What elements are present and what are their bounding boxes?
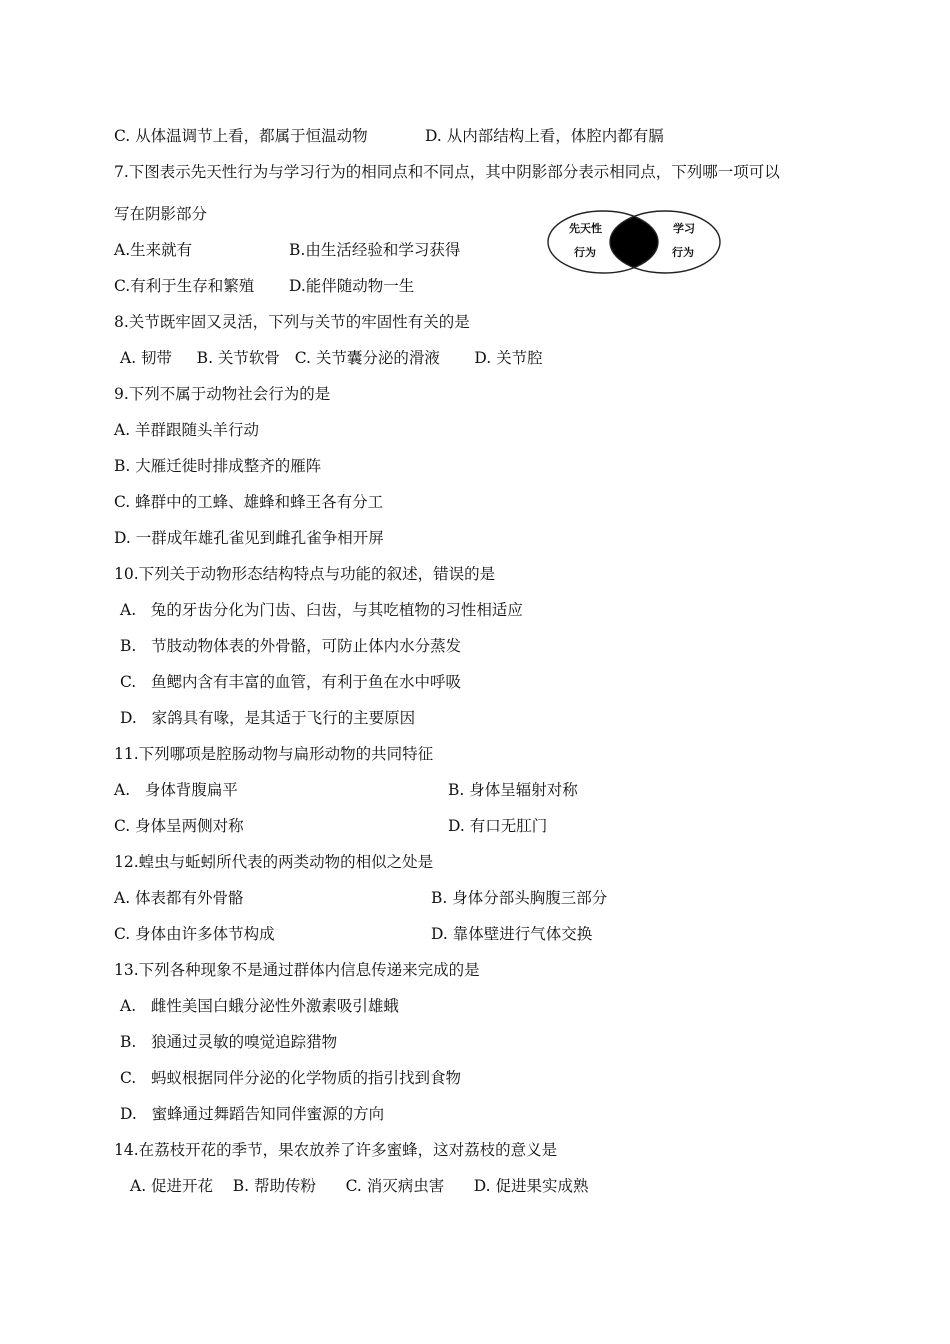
- venn-svg: [545, 208, 723, 276]
- q9-option-c: C. 蜂群中的工蜂、雄蜂和蜂王各有分工: [114, 493, 384, 511]
- q13-option-b: B. 狼通过灵敏的嗅觉追踪猎物: [120, 1033, 338, 1051]
- q7-stem-line1: 7.下图表示先天性行为与学习行为的相同点和不同点，其中阴影部分表示相同点，下列哪一项可以: [114, 163, 780, 181]
- q6-option-d: D. 从内部结构上看，体腔内都有膈: [425, 127, 664, 145]
- q10-option-a: A. 兔的牙齿分化为门齿、臼齿，与其吃植物的习性相适应: [120, 601, 523, 619]
- q6-option-c: C. 从体温调节上看，都属于恒温动物: [114, 127, 368, 145]
- q13-option-a: A. 雌性美国白蛾分泌性外激素吸引雄蛾: [120, 997, 399, 1015]
- venn-left-label-top: 先天性: [569, 222, 602, 235]
- q11-option-b: B. 身体呈辐射对称: [448, 781, 578, 799]
- q7-option-d: D.能伴随动物一生: [289, 277, 415, 295]
- q9-option-a: A. 羊群跟随头羊行动: [114, 421, 260, 439]
- q13-option-d: D. 蜜蜂通过舞蹈告知同伴蜜源的方向: [120, 1105, 385, 1123]
- venn-right-label-bottom: 行为: [672, 246, 694, 259]
- venn-diagram: [545, 208, 723, 276]
- q10-option-c: C. 鱼鳃内含有丰富的血管，有利于鱼在水中呼吸: [120, 673, 462, 691]
- q12-option-c: C. 身体由许多体节构成: [114, 925, 275, 943]
- q9-stem: 9.下列不属于动物社会行为的是: [114, 385, 331, 403]
- q13-stem: 13.下列各种现象不是通过群体内信息传递来完成的是: [114, 961, 480, 979]
- q13-option-c: C. 蚂蚁根据同伴分泌的化学物质的指引找到食物: [120, 1069, 462, 1087]
- q12-option-b: B. 身体分部头胸腹三部分: [431, 889, 608, 907]
- q12-option-d: D. 靠体壁进行气体交换: [431, 925, 593, 943]
- q9-option-b: B. 大雁迁徙时排成整齐的雁阵: [114, 457, 322, 475]
- venn-right-label-top: 学习: [673, 222, 695, 235]
- q11-option-a: A. 身体背腹扁平: [114, 781, 238, 799]
- q12-stem: 12.蝗虫与蚯蚓所代表的两类动物的相似之处是: [114, 853, 434, 871]
- q10-stem: 10.下列关于动物形态结构特点与功能的叙述，错误的是: [114, 565, 496, 583]
- venn-left-label-bottom: 行为: [574, 246, 596, 259]
- q11-option-d: D. 有口无肛门: [448, 817, 548, 835]
- q7-option-c: C.有利于生存和繁殖: [114, 277, 255, 295]
- q10-option-b: B. 节肢动物体表的外骨骼，可防止体内水分蒸发: [120, 637, 462, 655]
- q11-option-c: C. 身体呈两侧对称: [114, 817, 244, 835]
- q7-stem-line2: 写在阴影部分: [114, 205, 208, 223]
- q10-option-d: D. 家鸽具有喙，是其适于飞行的主要原因: [120, 709, 416, 727]
- q11-stem: 11.下列哪项是腔肠动物与扁形动物的共同特征: [114, 745, 434, 763]
- q14-options: A. 促进开花 B. 帮助传粉 C. 消灭病虫害 D. 促进果实成熟: [130, 1177, 589, 1195]
- q7-option-b: B.由生活经验和学习获得: [289, 241, 461, 259]
- q12-option-a: A. 体表都有外骨骼: [114, 889, 244, 907]
- q14-stem: 14.在荔枝开花的季节，果农放养了许多蜜蜂，这对荔枝的意义是: [114, 1141, 558, 1159]
- q7-option-a: A.生来就有: [114, 241, 193, 259]
- q8-options: A. 韧带 B. 关节软骨 C. 关节囊分泌的滑液 D. 关节腔: [120, 349, 543, 367]
- q9-option-d: D. 一群成年雄孔雀见到雌孔雀争相开屏: [114, 529, 384, 547]
- q8-stem: 8.关节既牢固又灵活，下列与关节的牢固性有关的是: [114, 313, 470, 331]
